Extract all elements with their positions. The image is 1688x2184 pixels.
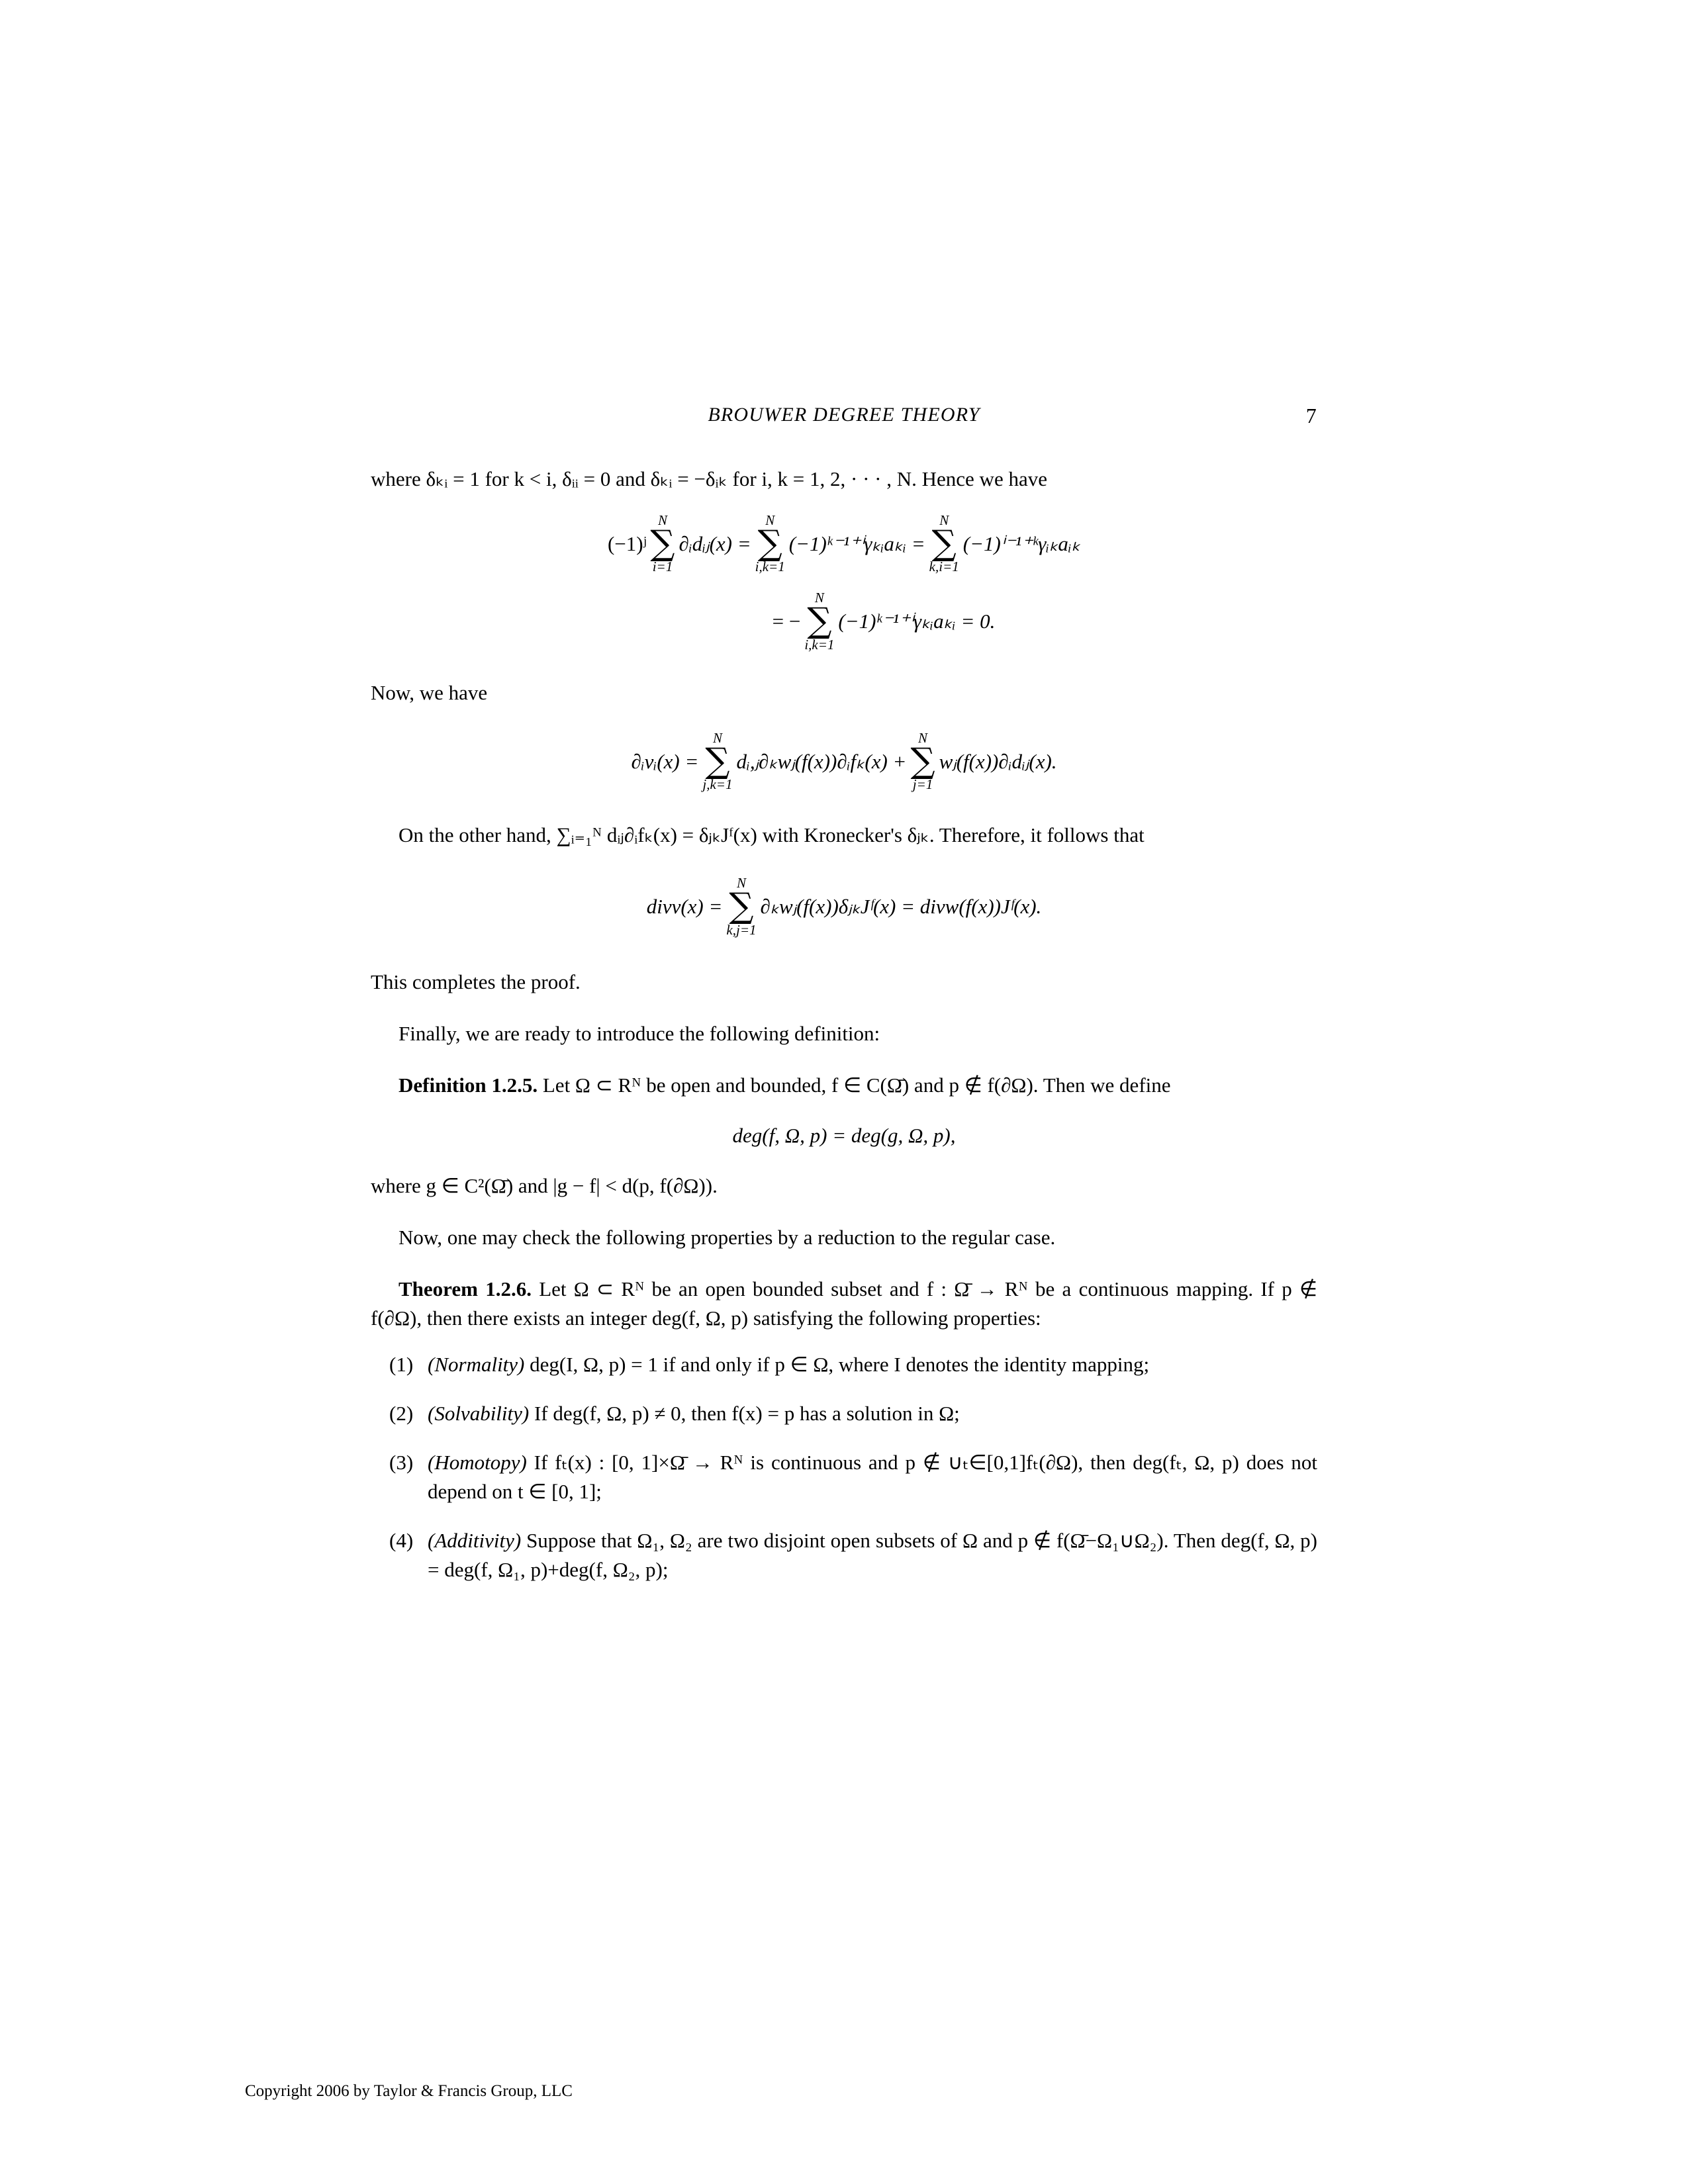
eq2-lhs: = − xyxy=(772,610,801,633)
paragraph-now-we-have: Now, we have xyxy=(371,680,488,704)
paragraph-where-delta: where δₖᵢ = 1 for k < i, δᵢᵢ = 0 and δₖᵢ = −δᵢₖ for i, k = 1, 2, · · · , N. Hence we have xyxy=(371,467,1047,490)
list-item xyxy=(371,1448,1317,1506)
theorem-label: Theorem 1.2.6. xyxy=(399,1277,532,1300)
sum-lower-limit: j,k=1 xyxy=(702,776,733,793)
summation-5 xyxy=(702,731,732,792)
eq3-lhs: ∂ᵢvᵢ(x) = xyxy=(631,749,699,773)
theorem-1-2-6 xyxy=(371,1275,1317,1333)
list-item xyxy=(371,1399,1317,1428)
property-name: (Normality) xyxy=(428,1352,525,1376)
eq5: deg(f, Ω, p) = deg(g, Ω, p), xyxy=(732,1123,956,1147)
paragraph-where-g: where g ∈ C²(Ω̄) and |g − f| < d(p, f(∂Ω)). xyxy=(371,1173,718,1197)
summation-6 xyxy=(910,731,935,792)
copyright-notice: Copyright 2006 by Taylor & Francis Group, LLC xyxy=(245,2082,573,2100)
definition-label: Definition 1.2.5. xyxy=(399,1073,538,1097)
eq1-tail: (−1)ⁱ⁻¹⁺ᵏγᵢₖaᵢₖ xyxy=(962,531,1081,555)
paragraph-completes-proof: This completes the proof. xyxy=(371,970,581,993)
sigma-glyph: ∑ xyxy=(910,741,935,781)
equation-line-2 xyxy=(371,591,1317,651)
summation-1 xyxy=(650,514,675,574)
eq1-mid1: ∂ᵢdᵢⱼ(x) = xyxy=(679,531,751,555)
properties-list xyxy=(371,1350,1317,1584)
sigma-glyph: ∑ xyxy=(807,601,832,641)
list-item xyxy=(371,1350,1317,1379)
list-item-number: (4) xyxy=(389,1528,414,1552)
summation-4 xyxy=(804,591,834,651)
running-head xyxy=(371,404,1317,426)
sum-lower-limit: i,k=1 xyxy=(755,559,785,575)
equation-line-3 xyxy=(371,731,1317,792)
equation-block-4 xyxy=(371,1124,1317,1148)
definition-text: Let Ω ⊂ Rᴺ be open and bounded, f ∈ C(Ω̄) and p ∉ f(∂Ω). Then we define xyxy=(538,1073,1171,1097)
paragraph-now-check: Now, one may check the following properties by a reduction to the regular case. xyxy=(399,1225,1056,1249)
sigma-glyph: ∑ xyxy=(650,523,675,564)
sum-lower-limit: k,j=1 xyxy=(726,921,757,938)
list-item xyxy=(371,1526,1317,1584)
eq4-lhs: divv(x) = xyxy=(646,894,723,918)
equation-block-3 xyxy=(371,876,1317,936)
running-title: BROUWER DEGREE THEORY xyxy=(708,404,980,426)
eq1-mid2: (−1)ᵏ⁻¹⁺ⁱγₖᵢaₖᵢ = xyxy=(788,531,925,555)
sigma-glyph: ∑ xyxy=(931,523,957,564)
theorem-text: Let Ω ⊂ Rᴺ be an open bounded subset and f : Ω̄ → Rᴺ be a continuous mapping. If p ∉ f(∂Ω), then there exists an integer deg(f, Ω, p) satisfying the following properties: xyxy=(371,1277,1317,1330)
summation-3 xyxy=(929,514,959,574)
equation-line-1 xyxy=(371,514,1317,574)
paragraph-finally-ready: Finally, we are ready to introduce the following definition: xyxy=(399,1021,880,1045)
definition-1-2-5 xyxy=(371,1071,1317,1100)
eq1-lhs: (−1)ʲ xyxy=(607,531,647,555)
equation-line-4 xyxy=(371,876,1317,936)
sum-lower-limit: j=1 xyxy=(912,776,933,793)
sum-upper-limit: N xyxy=(918,729,928,746)
sum-upper-limit: N xyxy=(712,729,722,746)
list-item-number: (3) xyxy=(389,1450,414,1474)
sum-upper-limit: N xyxy=(939,512,949,529)
summation-7 xyxy=(726,876,756,936)
eq3-tail: wⱼ(f(x))∂ᵢdᵢⱼ(x). xyxy=(939,749,1057,773)
page-content xyxy=(371,404,1317,1604)
property-text: If deg(f, Ω, p) ≠ 0, then f(x) = p has a solution in Ω; xyxy=(529,1401,960,1425)
sum-upper-limit: N xyxy=(736,875,746,891)
summation-2 xyxy=(755,514,785,574)
sum-lower-limit: i=1 xyxy=(652,559,673,575)
eq2-tail: (−1)ᵏ⁻¹⁺ⁱγₖᵢaₖᵢ = 0. xyxy=(838,610,996,633)
list-item-number: (2) xyxy=(389,1401,414,1425)
sum-upper-limit: N xyxy=(814,590,824,606)
sum-lower-limit: i,k=1 xyxy=(804,636,835,653)
sum-upper-limit: N xyxy=(765,512,775,529)
paragraph-other-hand: On the other hand, ∑ᵢ₌₁ᴺ dᵢⱼ∂ᵢfₖ(x) = δⱼₖJᶠ(x) with Kronecker's δⱼₖ. Therefore, it follows that xyxy=(399,823,1145,847)
eq4-tail: ∂ₖwⱼ(f(x))δⱼₖJᶠ(x) = divw(f(x))Jᶠ(x). xyxy=(760,894,1042,918)
list-item-number: (1) xyxy=(389,1352,414,1376)
sigma-glyph: ∑ xyxy=(705,741,730,781)
sigma-glyph: ∑ xyxy=(757,523,782,564)
property-name: (Solvability) xyxy=(428,1401,530,1425)
property-name: (Additivity) xyxy=(428,1528,522,1552)
property-name: (Homotopy) xyxy=(428,1450,527,1474)
property-text: deg(I, Ω, p) = 1 if and only if p ∈ Ω, where I denotes the identity mapping; xyxy=(524,1352,1150,1376)
sigma-glyph: ∑ xyxy=(729,886,754,927)
equation-block-1 xyxy=(371,514,1317,652)
sum-upper-limit: N xyxy=(657,512,667,529)
property-text: If fₜ(x) : [0, 1]×Ω̄ → Rᴺ is continuous and p ∉ ∪ₜ∈[0,1]fₜ(∂Ω), then deg(fₜ, Ω, p) does not depend on t ∈ [0, 1]; xyxy=(428,1450,1317,1503)
property-text: Suppose that Ω₁, Ω₂ are two disjoint open subsets of Ω and p ∉ f(Ω̄−Ω₁∪Ω₂). Then deg(f, Ω, p) = deg(f, Ω₁, p)+deg(f, Ω₂, p); xyxy=(428,1528,1317,1581)
sum-lower-limit: k,i=1 xyxy=(929,559,959,575)
equation-block-2 xyxy=(371,731,1317,792)
page-number: 7 xyxy=(1305,404,1317,428)
eq3-mid: dᵢ,ⱼ∂ₖwⱼ(f(x))∂ᵢfₖ(x) + xyxy=(736,749,907,773)
